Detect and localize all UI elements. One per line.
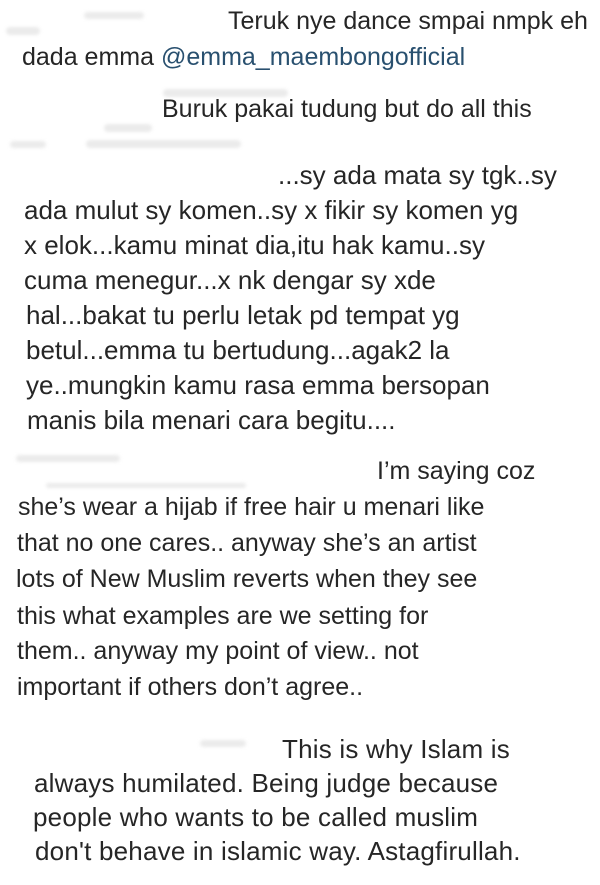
comment-line: ...sy ada mata sy tgk..sy — [278, 160, 557, 190]
comment-line: ye..mungkin kamu rasa emma bersopan — [26, 370, 490, 400]
blur-artifact — [46, 483, 246, 488]
comment-line: don't behave in islamic way. Astagfirullah. — [35, 836, 521, 866]
blur-artifact — [86, 140, 241, 148]
comment-line: people who wants to be called muslim — [33, 802, 479, 832]
comment-line: she’s wear a hijab if free hair u menari like — [18, 493, 485, 521]
comment-line: always humilated. Being judge because — [34, 768, 499, 798]
mention-link[interactable]: @emma_maembongofficial — [160, 43, 466, 71]
blur-artifact — [104, 124, 152, 132]
comment-line: them.. anyway my point of view.. not — [17, 637, 419, 665]
comment-line: x elok...kamu minat dia,itu hak kamu..sy — [24, 230, 485, 260]
blur-artifact — [200, 740, 246, 747]
comment-text: dada emma — [22, 43, 161, 71]
comment-line: ada mulut sy komen..sy x fikir sy komen yg — [24, 195, 519, 225]
comment-line: cuma menegur...x nk dengar sy xde — [24, 265, 436, 295]
comment-line: this what examples are we setting for — [17, 602, 429, 630]
comment-line: This is why Islam is — [282, 734, 510, 764]
comment-line: that no one cares.. anyway she’s an artist — [17, 529, 477, 557]
blur-artifact — [10, 141, 46, 148]
comment-line — [22, 40, 465, 75]
comment-line: I’m saying coz — [377, 457, 536, 485]
comment-line: Teruk nye dance smpai nmpk eh — [228, 7, 588, 35]
comment-line: hal...bakat tu perlu letak pd tempat yg — [26, 300, 460, 330]
comment-line: important if others don’t agree.. — [17, 673, 364, 701]
blur-artifact — [6, 27, 40, 35]
comment-line: manis bila menari cara begitu.... — [27, 405, 396, 435]
comment-line: betul...emma tu bertudung...agak2 la — [26, 335, 450, 365]
blur-artifact — [16, 455, 120, 462]
blur-artifact — [84, 12, 144, 19]
comment-line: Buruk pakai tudung but do all this — [162, 95, 532, 123]
comment-line: lots of New Muslim reverts when they see — [16, 565, 478, 593]
